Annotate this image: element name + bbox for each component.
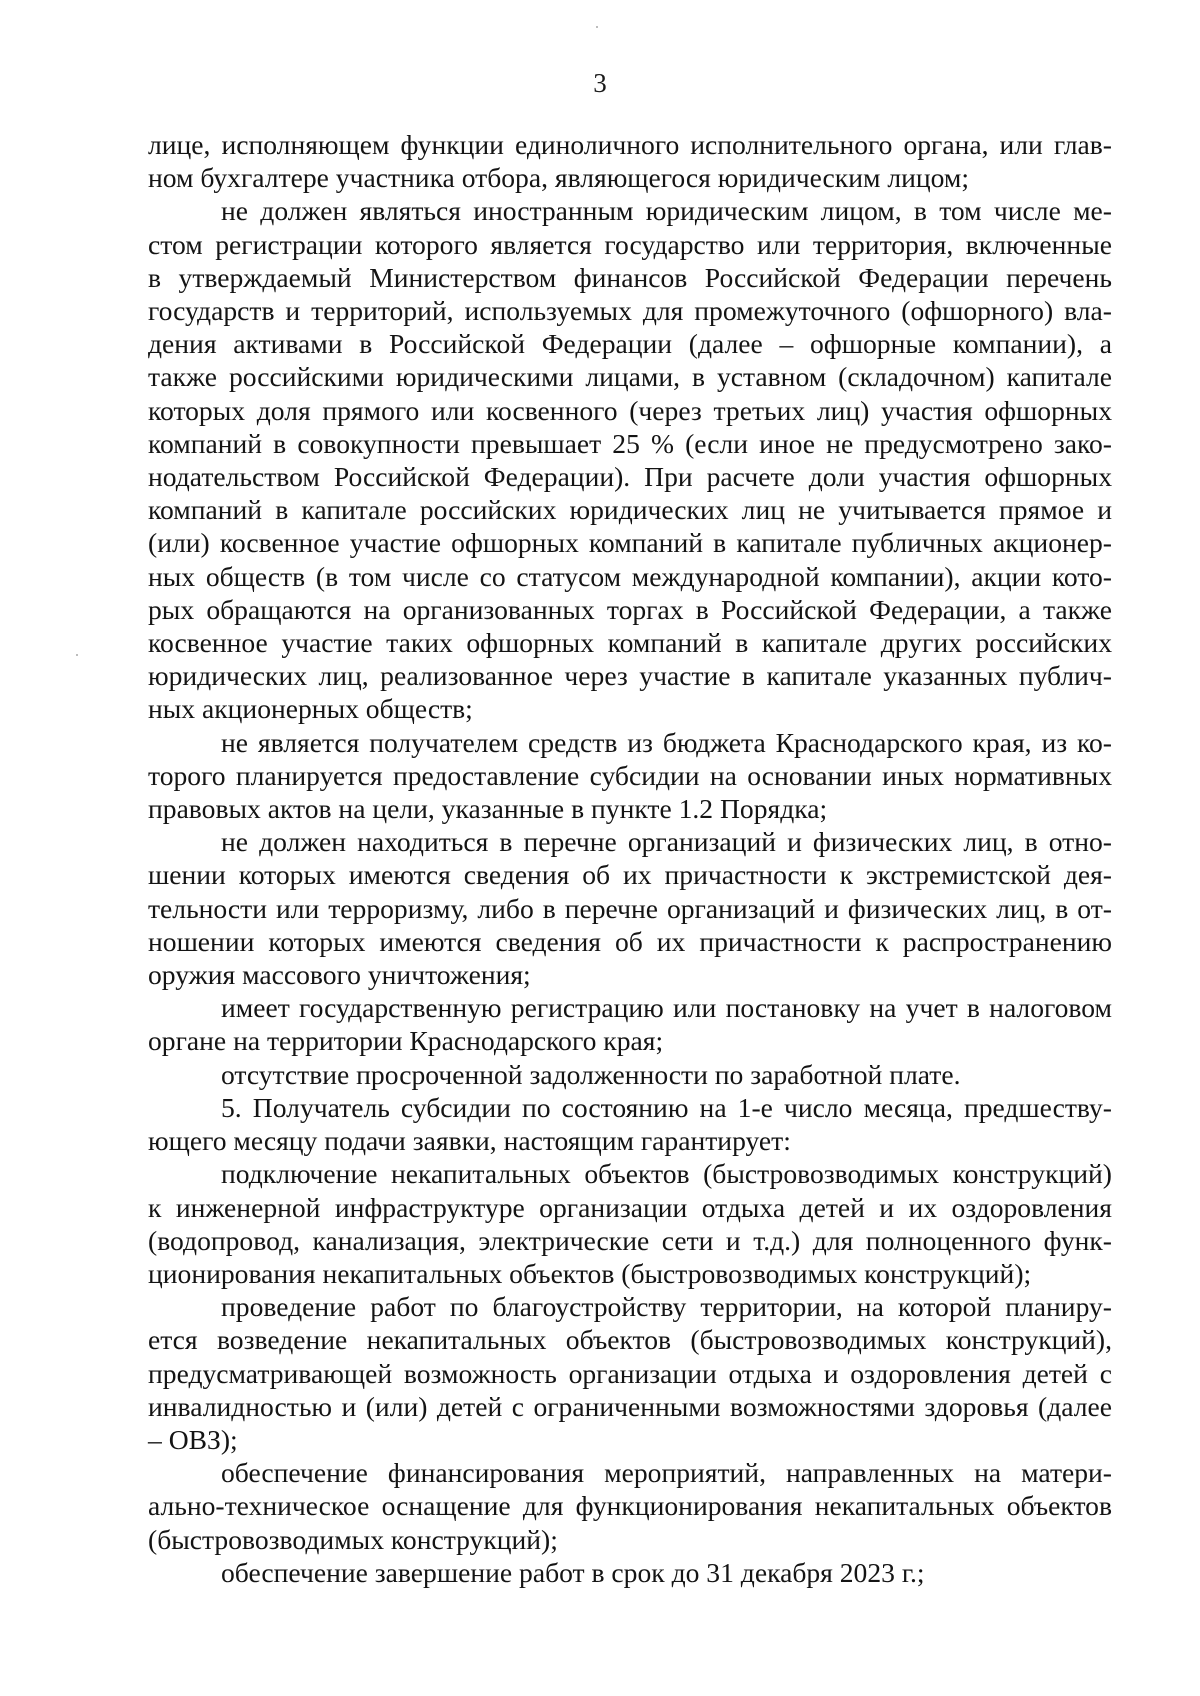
paragraph <box>148 1091 1112 1157</box>
text-line: юридических лиц, реализованное через участие в капитале указанных публич- <box>148 660 1112 692</box>
paragraph <box>148 128 1112 194</box>
text-line: шении которых имеются сведения об их причастности к экстремистской дея- <box>148 859 1112 891</box>
text-line: косвенное участие таких офшорных компаний в капитале других российских <box>148 627 1112 659</box>
text-line: предусматривающей возможность организации отдыха и оздоровления детей с <box>148 1357 1112 1389</box>
text-line: проведение работ по благоустройству территории, на которой планиру- <box>221 1291 1112 1323</box>
text-line: стом регистрации которого является государство или территория, включенные <box>148 228 1112 260</box>
scan-speck <box>596 26 598 28</box>
text-line: компаний в совокупности превышает 25 % (если иное не предусмотрено зако- <box>148 427 1112 459</box>
text-line: – ОВЗ); <box>148 1423 238 1455</box>
text-line: ношении которых имеются сведения об их причастности к распространению <box>148 925 1112 957</box>
text-line: тельности или терроризму, либо в перечне организаций и физических лиц, в от- <box>148 892 1112 924</box>
text-line: ально-техническое оснащение для функционирования некапитальных объектов <box>148 1490 1112 1522</box>
text-line: рых обращаются на организованных торгах в Российской Федерации, а также <box>148 593 1112 625</box>
text-line: (или) косвенное участие офшорных компаний в капитале публичных акционер- <box>148 527 1112 559</box>
paragraph <box>148 1157 1112 1290</box>
text-line: к инженерной инфраструктуре организации отдыха детей и их оздоровления <box>148 1191 1112 1223</box>
paragraph <box>148 1290 1112 1456</box>
paragraph <box>148 991 1112 1057</box>
text-line: компаний в капитале российских юридических лиц не учитывается прямое и <box>148 494 1112 526</box>
text-line: (быстровозводимых конструкций); <box>148 1523 558 1555</box>
text-line: в утверждаемый Министерством финансов Российской Федерации перечень <box>148 261 1112 293</box>
text-line: инвалидностью и (или) детей с ограниченными возможностями здоровья (далее <box>148 1390 1112 1422</box>
text-line: ном бухгалтере участника отбора, являющегося юридическим лицом; <box>148 162 970 194</box>
text-line: ных обществ (в том числе со статусом международной компании), акции кото- <box>148 560 1112 592</box>
text-line: ционирования некапитальных объектов (быстровозводимых конструкций); <box>148 1257 1032 1289</box>
text-line: оружия массового уничтожения; <box>148 959 531 991</box>
text-line: лице, исполняющем функции единоличного исполнительного органа, или глав- <box>148 129 1112 160</box>
document-body <box>148 128 1112 1589</box>
text-line: правовых актов на цели, указанные в пункте 1.2 Порядка; <box>148 793 828 825</box>
text-line: также российскими юридическими лицами, в уставном (складочном) капитале <box>148 361 1112 393</box>
page-number: 3 <box>593 68 607 98</box>
text-line: дения активами в Российской Федерации (далее – офшорные компании), а <box>148 328 1112 360</box>
text-line: не является получателем средств из бюджета Краснодарского края, из ко- <box>221 726 1112 758</box>
text-line: отсутствие просроченной задолженности по заработной плате. <box>221 1058 961 1090</box>
paragraph <box>148 1556 1112 1589</box>
text-line: ных акционерных обществ; <box>148 693 473 725</box>
text-line: обеспечение завершение работ в срок до 31 декабря 2023 г.; <box>221 1556 925 1588</box>
text-line: 5. Получатель субсидии по состоянию на 1-е число месяца, предшеству- <box>221 1091 1112 1123</box>
paragraph <box>148 726 1112 826</box>
paragraph <box>148 1456 1112 1556</box>
text-line: нодательством Российской Федерации). При расчете доли участия офшорных <box>148 461 1112 493</box>
text-line: (водопровод, канализация, электрические сети и т.д.) для полноценного функ- <box>148 1224 1112 1256</box>
paragraph <box>148 825 1112 991</box>
text-line: не должен являться иностранным юридическим лицом, в том числе ме- <box>221 195 1112 227</box>
text-line: ется возведение некапитальных объектов (быстровозводимых конструкций), <box>148 1324 1112 1356</box>
text-line: которых доля прямого или косвенного (через третьих лиц) участия офшорных <box>148 394 1112 426</box>
text-line: государств и территорий, используемых для промежуточного (офшорного) вла- <box>148 295 1112 327</box>
text-line: подключение некапитальных объектов (быстровозводимых конструкций) <box>221 1158 1112 1190</box>
text-line: ющего месяцу подачи заявки, настоящим гарантирует: <box>148 1125 791 1157</box>
paragraph <box>148 194 1112 725</box>
text-line: обеспечение финансирования мероприятий, направленных на матери- <box>221 1457 1112 1489</box>
scan-speck <box>76 654 78 656</box>
text-line: имеет государственную регистрацию или постановку на учет в налоговом <box>221 992 1112 1024</box>
text-line: органе на территории Краснодарского края; <box>148 1025 664 1057</box>
paragraph <box>148 1058 1112 1091</box>
text-line: не должен находиться в перечне организаций и физических лиц, в отно- <box>221 826 1112 858</box>
text-line: торого планируется предоставление субсидии на основании иных нормативных <box>148 759 1112 791</box>
